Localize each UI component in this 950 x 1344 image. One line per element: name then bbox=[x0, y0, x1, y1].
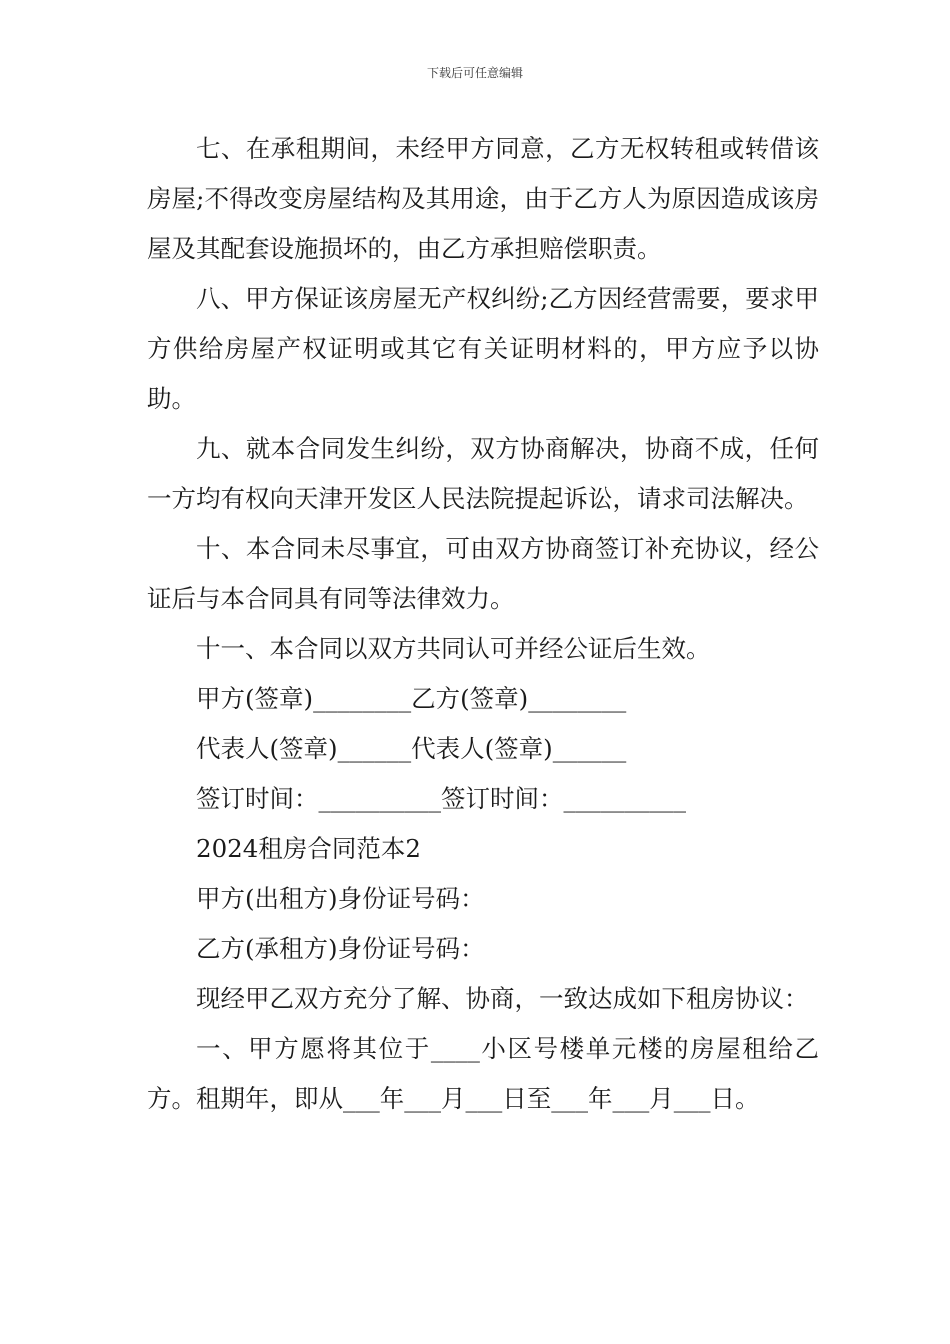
document-body bbox=[147, 124, 819, 1124]
party-a-id-line: 甲方(出租方)身份证号码： bbox=[196, 884, 485, 913]
signature-line-date: 签订时间：__________签订时间：__________ bbox=[196, 784, 686, 813]
clause-10: 十、本合同未尽事宜，可由双方协商签订补充协议，经公证后与本合同具有同等法律效力。 bbox=[147, 534, 819, 613]
clause-7: 七、在承租期间，未经甲方同意，乙方无权转租或转借该房屋;不得改变房屋结构及其用途，由于乙方人为原因造成该房屋及其配套设施损坏的，由乙方承担赔偿职责。 bbox=[147, 134, 819, 263]
clause-11: 十一、本合同以双方共同认可并经公证后生效。 bbox=[196, 634, 711, 663]
contract-2-preamble: 现经甲乙双方充分了解、协商，一致达成如下租房协议： bbox=[196, 984, 809, 1013]
clause-8: 八、甲方保证该房屋无产权纠纷;乙方因经营需要，要求甲方供给房屋产权证明或其它有关证明材料的，甲方应予以协助。 bbox=[147, 284, 819, 413]
party-b-id-line: 乙方(承租方)身份证号码： bbox=[196, 934, 485, 963]
contract-2-clause-1: 一、甲方愿将其位于____小区号楼单元楼的房屋租给乙方。租期年，即从___年___月___日至___年___月___日。 bbox=[147, 1034, 819, 1113]
signature-line-party: 甲方(签章)________乙方(签章)________ bbox=[196, 684, 627, 713]
clause-9: 九、就本合同发生纠纷，双方协商解决，协商不成，任何一方均有权向天津开发区人民法院提起诉讼，请求司法解决。 bbox=[147, 434, 819, 513]
contract-2-title: 2024租房合同范本2 bbox=[196, 834, 421, 863]
page-header: 下载后可任意编辑 bbox=[426, 66, 523, 80]
signature-line-representative: 代表人(签章)______代表人(签章)______ bbox=[196, 734, 627, 763]
